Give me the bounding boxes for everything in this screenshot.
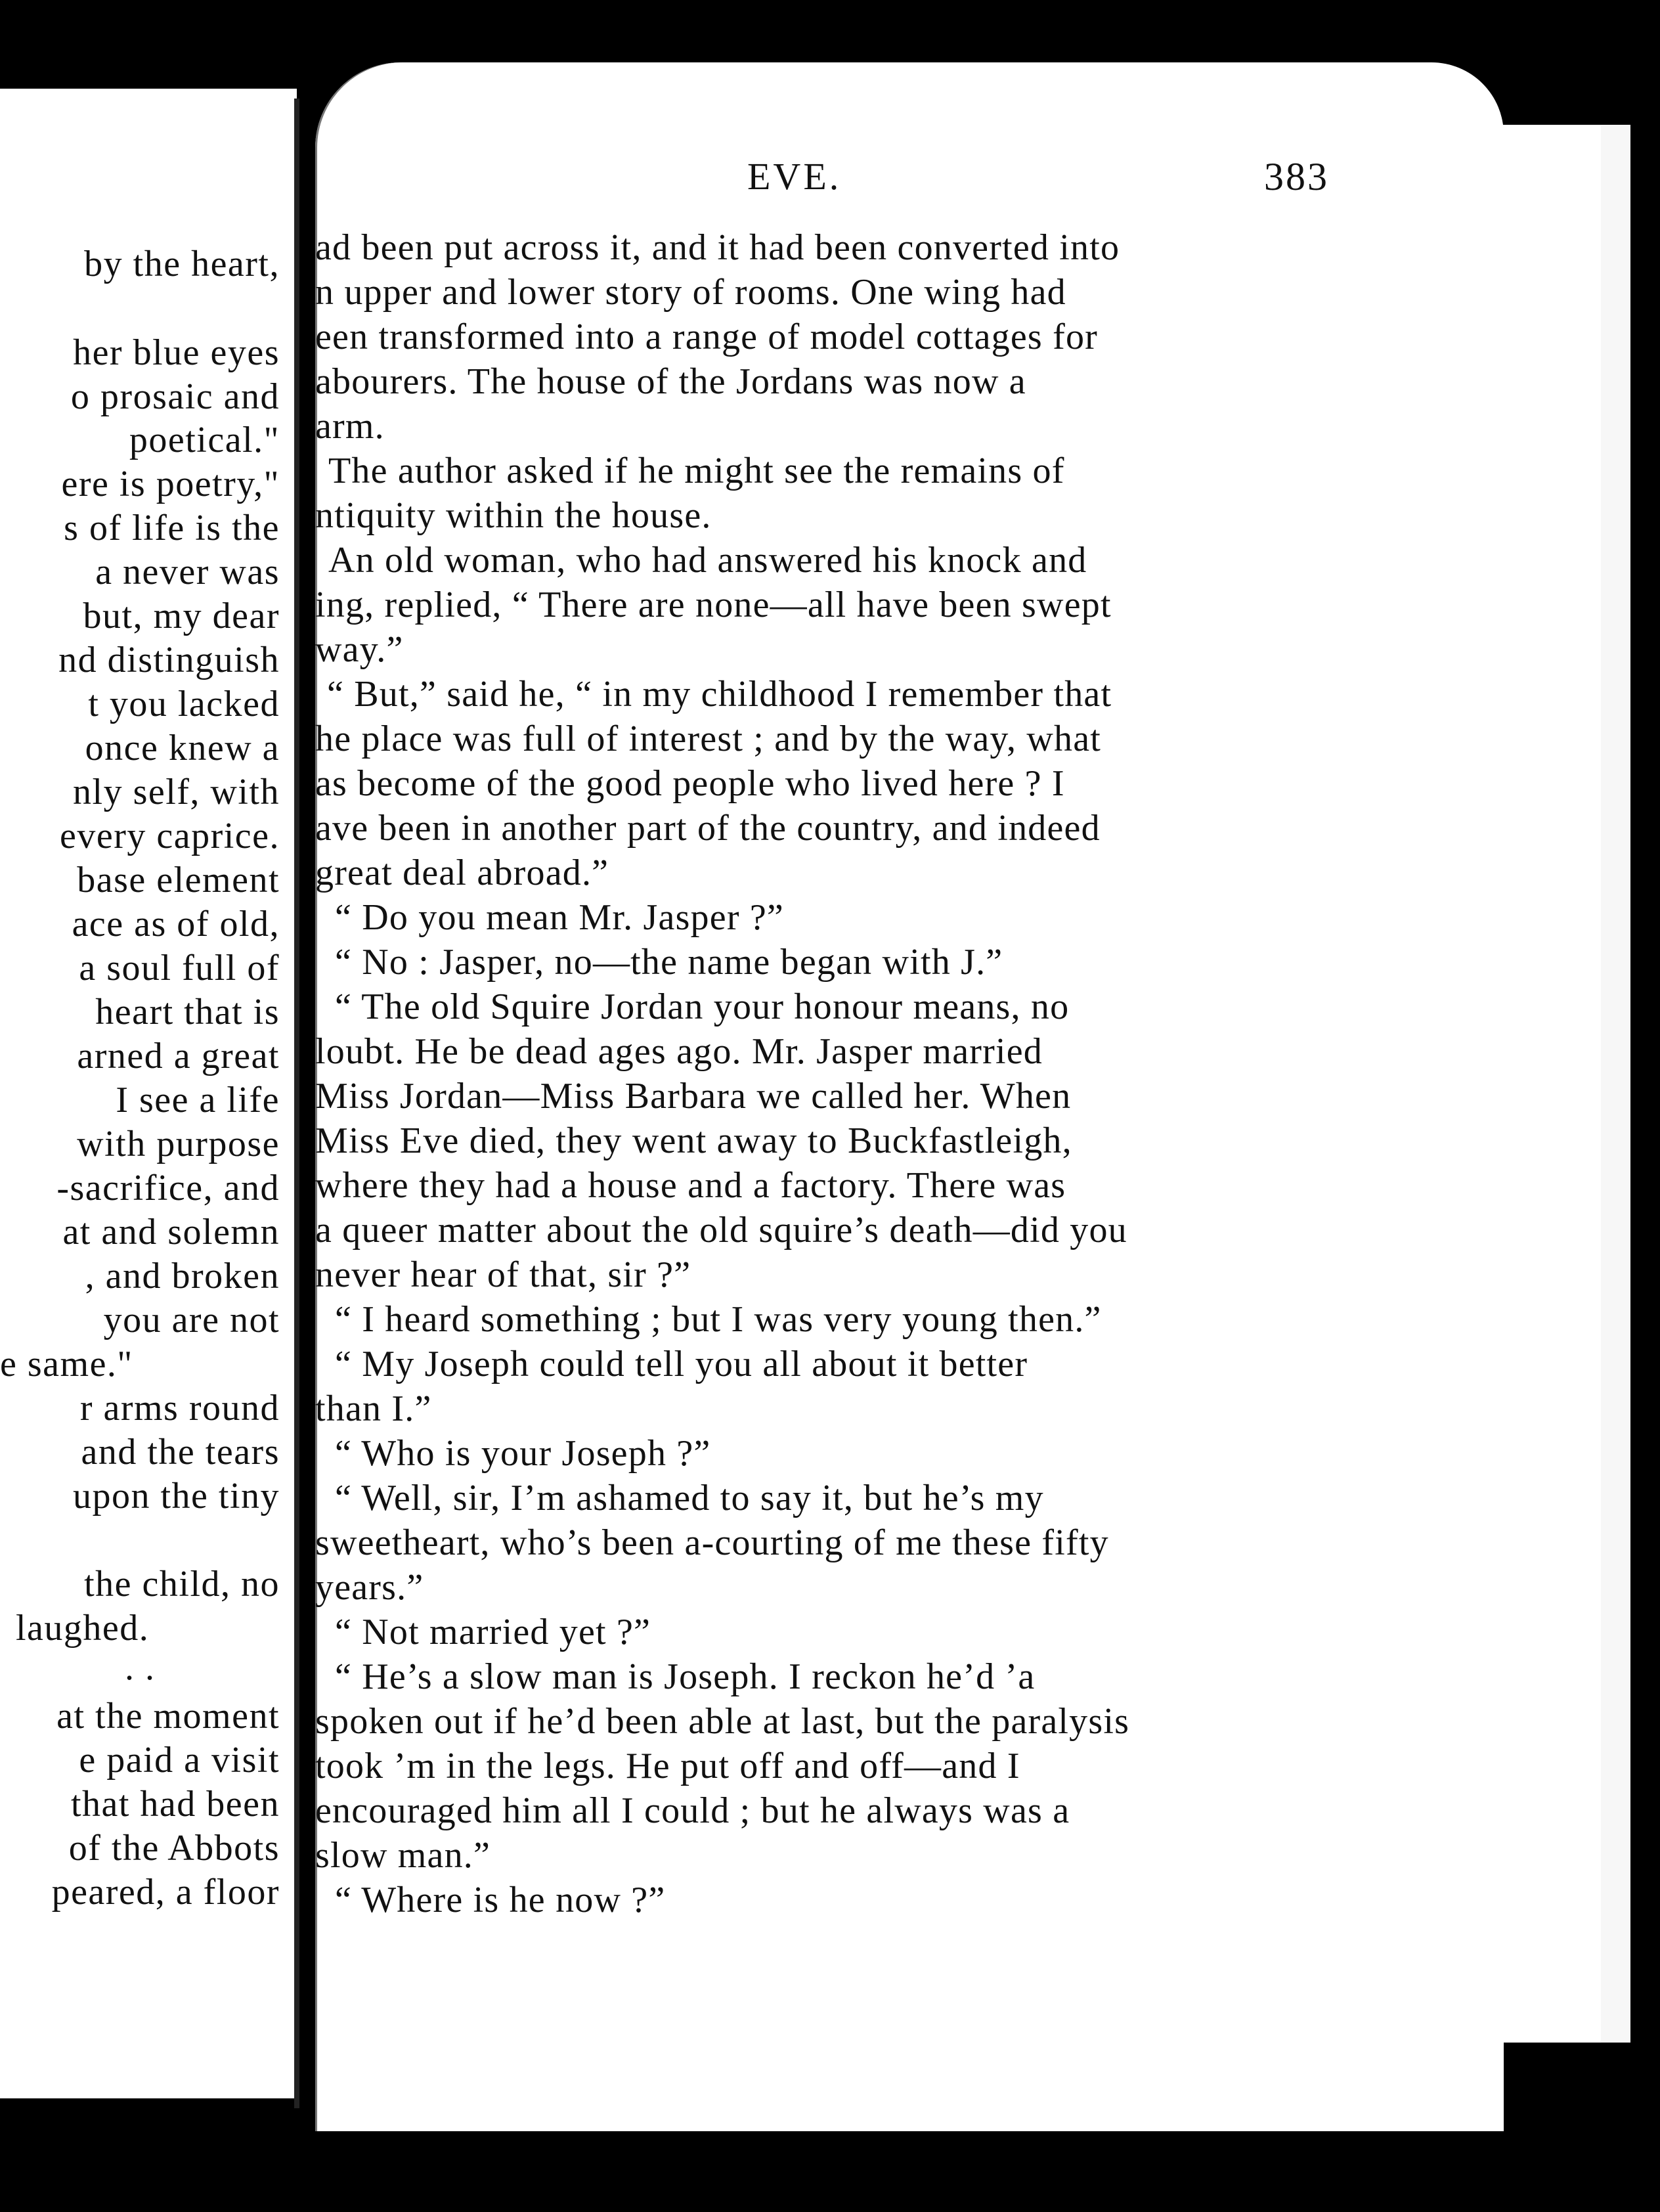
left-page-line: you are not [103, 1300, 280, 1340]
left-page-line: s of life is the [64, 508, 280, 548]
body-line: spoken out if he’d been able at last, but the paralysis [315, 1701, 1130, 1742]
left-page-line: at the moment [56, 1696, 280, 1736]
left-page-line: every caprice. [60, 816, 280, 856]
left-page-line: base element [77, 860, 280, 900]
left-page-line: , and broken [85, 1256, 280, 1296]
left-page-line: that had been [70, 1784, 280, 1825]
left-page-line: ere is poetry," [61, 464, 280, 504]
body-line: a queer matter about the old squire’s death—did you [315, 1210, 1127, 1250]
left-page-line: ace as of old, [72, 904, 280, 944]
left-page-line: with purpose [77, 1124, 280, 1164]
body-line: “ Not married yet ?” [335, 1612, 651, 1652]
body-line: than I.” [315, 1388, 432, 1429]
left-page-line: a never was [95, 552, 280, 592]
body-line: slow man.” [315, 1835, 491, 1876]
left-page-line: heart that is [95, 992, 280, 1032]
running-title: EVE. [747, 155, 842, 198]
body-line: “ He’s a slow man is Joseph. I reckon he’d ’a [335, 1656, 1036, 1697]
left-page-line: a soul full of [79, 948, 280, 988]
body-line: een transformed into a range of model cottages for [315, 317, 1099, 357]
body-line: Miss Jordan—Miss Barbara we called her. When [315, 1076, 1072, 1117]
left-page-line: poetical." [129, 420, 280, 460]
body-line: years.” [315, 1567, 424, 1608]
body-line: ntiquity within the house. [315, 495, 712, 536]
body-line: “ But,” said he, “ in my childhood I remember that [327, 674, 1112, 715]
body-line: “ My Joseph could tell you all about it better [335, 1344, 1028, 1384]
right-page [315, 62, 1504, 2131]
section-break-dots: . . [125, 1647, 156, 1688]
left-page-line: laughed. [16, 1608, 150, 1648]
body-line: n upper and lower story of rooms. One wing had [315, 272, 1066, 313]
body-line: abourers. The house of the Jordans was now a [315, 361, 1026, 402]
body-line: loubt. He be dead ages ago. Mr. Jasper married [315, 1031, 1043, 1072]
body-line: “ No : Jasper, no—the name began with J.” [335, 942, 1003, 983]
left-page-line: but, my dear [83, 596, 280, 636]
left-page-line: e same." [0, 1344, 133, 1384]
body-line: ing, replied, “ There are none—all have been swept [315, 585, 1112, 625]
body-line: “ Who is your Joseph ?” [335, 1433, 711, 1474]
left-page-line: nly self, with [73, 772, 280, 812]
body-line: sweetheart, who’s been a-courting of me these fifty [315, 1522, 1109, 1563]
left-page-line: I see a life [116, 1080, 280, 1120]
body-line: The author asked if he might see the remains of [328, 451, 1065, 491]
body-line: An old woman, who had answered his knock and [328, 540, 1087, 581]
body-line: “ The old Squire Jordan your honour means, no [335, 986, 1070, 1027]
running-head [315, 154, 1504, 207]
left-page-line: upon the tiny [72, 1476, 280, 1516]
body-line: arm. [315, 406, 385, 447]
body-line: way.” [315, 629, 404, 670]
left-facing-page [0, 89, 297, 2098]
body-line: “ Do you mean Mr. Jasper ?” [335, 897, 784, 938]
left-page-line: -sacrifice, and [56, 1168, 280, 1208]
left-page-line: o prosaic and [70, 376, 280, 417]
body-line: never hear of that, sir ?” [315, 1254, 691, 1295]
left-page-line: her blue eyes [73, 332, 280, 373]
body-line: took ’m in the legs. He put off and off—and I [315, 1746, 1020, 1786]
back-leaf [1497, 125, 1601, 2043]
body-line: ad been put across it, and it had been converted into [315, 227, 1120, 268]
body-line: as become of the good people who lived here ? I [315, 763, 1065, 804]
left-page-line: once knew a [85, 728, 280, 768]
left-page-line: by the heart, [84, 244, 280, 284]
body-line: ave been in another part of the country, and indeed [315, 808, 1101, 849]
book-gutter [294, 99, 299, 2108]
left-page-line: at and solemn [62, 1212, 280, 1252]
body-line: Miss Eve died, they went away to Buckfastleigh, [315, 1120, 1072, 1161]
left-page-line: nd distinguish [58, 640, 280, 680]
left-page-line: peared, a floor [51, 1872, 280, 1913]
left-page-line: of the Abbots [68, 1828, 280, 1869]
body-line: “ I heard something ; but I was very young then.” [335, 1299, 1102, 1340]
left-page-line: arned a great [77, 1036, 280, 1076]
left-page-line: the child, no [84, 1564, 280, 1604]
body-line: “ Well, sir, I’m ashamed to say it, but he’s my [335, 1478, 1044, 1518]
body-line: where they had a house and a factory. There was [315, 1165, 1066, 1206]
page-number: 383 [1264, 155, 1329, 198]
body-line: great deal abroad.” [315, 852, 609, 893]
left-page-line: and the tears [81, 1432, 280, 1472]
left-page-line: t you lacked [88, 684, 280, 724]
left-page-line: r arms round [79, 1388, 280, 1428]
body-line: encouraged him all I could ; but he always was a [315, 1790, 1070, 1831]
body-line: he place was full of interest ; and by the way, what [315, 719, 1102, 759]
body-line: “ Where is he now ?” [335, 1880, 666, 1920]
left-page-line: e paid a visit [79, 1740, 280, 1781]
